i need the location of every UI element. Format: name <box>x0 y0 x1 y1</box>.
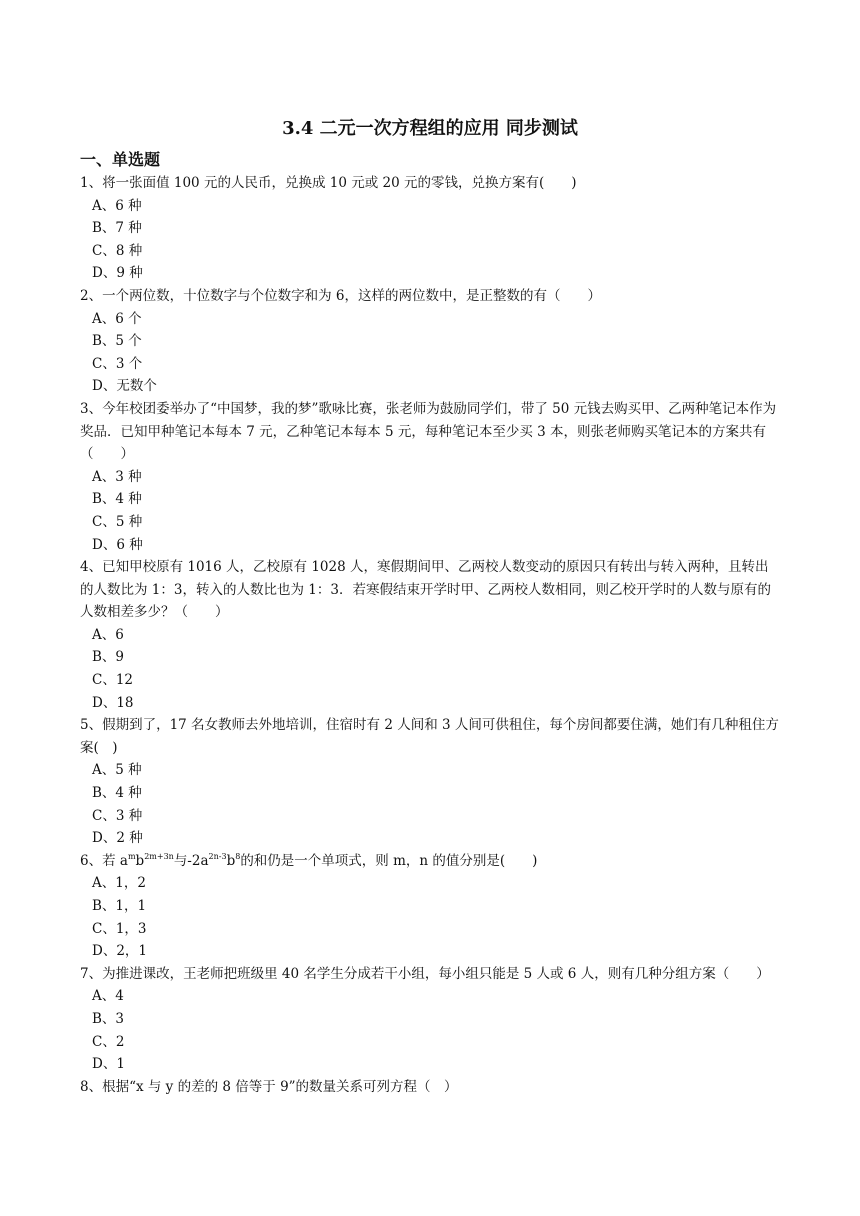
page-title: 3.4 二元一次方程组的应用 同步测试 <box>282 118 578 139</box>
option-list <box>80 759 780 849</box>
option-a: A、6 <box>92 626 124 643</box>
option-d: D、9 种 <box>92 265 143 282</box>
question-2 <box>80 285 780 398</box>
question-stem: 3、今年校团委举办了“中国梦，我的梦”歌咏比赛，张老师为鼓励同学们，带了 50 元钱去购买甲、乙两种笔记本作为奖品．已知甲种笔记本每本 7 元，乙种笔记本每本 5 元，每种笔记本至少买 3 本，则张老师购买笔记本的方案共有（ ） <box>80 400 777 463</box>
option-c: C、2 <box>92 1033 125 1050</box>
question-stem: 8、根据“x 与 y 的差的 8 倍等于 9”的数量关系可列方程（ ） <box>80 1078 458 1095</box>
question-6 <box>80 850 780 963</box>
question-8 <box>80 1076 780 1099</box>
option-list <box>80 624 780 714</box>
stem-text: b <box>135 852 145 869</box>
option-c: C、1，3 <box>92 920 147 937</box>
question-list <box>80 172 780 1098</box>
option-a: A、6 个 <box>92 310 142 327</box>
option-c: C、12 <box>92 672 134 689</box>
section-heading: 一、单选题 <box>80 150 161 169</box>
option-b: B、7 种 <box>92 220 142 237</box>
option-b: B、4 种 <box>92 785 142 802</box>
option-b: B、4 种 <box>92 491 142 508</box>
question-stem <box>80 850 780 873</box>
option-list <box>80 466 780 556</box>
stem-text: 的和仍是一个单项式，则 m，n 的值分别是( ) <box>240 852 538 869</box>
option-a: A、3 种 <box>92 468 142 485</box>
option-d: D、2 种 <box>92 830 143 847</box>
option-d: D、18 <box>92 694 134 711</box>
question-7 <box>80 963 780 1076</box>
option-b: B、3 <box>92 1010 125 1027</box>
exponent: m <box>127 851 136 861</box>
question-stem: 2、一个两位数，十位数字与个位数字和为 6，这样的两位数中，是正整数的有（ ） <box>80 287 601 304</box>
option-b: B、1，1 <box>92 898 147 914</box>
exponent: 2m+3n <box>144 851 174 861</box>
question-3 <box>80 398 780 556</box>
option-d: D、2，1 <box>92 943 148 960</box>
question-stem: 1、将一张面值 100 元的人民币，兑换成 10 元或 20 元的零钱，兑换方案有( ) <box>80 175 577 191</box>
option-list <box>80 985 780 1075</box>
option-list <box>80 872 780 962</box>
option-c: C、5 种 <box>92 513 143 530</box>
stem-text: 6、若 a <box>80 852 128 869</box>
stem-text: b <box>226 852 236 869</box>
option-a: A、5 种 <box>92 762 142 779</box>
question-1 <box>80 172 780 285</box>
exponent: 8 <box>235 851 241 861</box>
question-stem: 5、假期到了，17 名女教师去外地培训，住宿时有 2 人间和 3 人间可供租住，每个房间都要住满，她们有几种租住方案( ) <box>80 717 779 756</box>
option-a: A、1，2 <box>92 875 146 892</box>
exponent: 2n-3 <box>208 851 227 861</box>
option-list <box>80 308 780 398</box>
option-c: C、3 个 <box>92 355 143 372</box>
question-4 <box>80 556 780 714</box>
option-d: D、1 <box>92 1056 125 1073</box>
question-stem: 7、为推进课改，王老师把班级里 40 名学生分成若干小组，每小组只能是 5 人或 6 人，则有几种分组方案（ ） <box>80 965 770 982</box>
option-c: C、3 种 <box>92 807 143 824</box>
option-c: C、8 种 <box>92 242 143 259</box>
option-list <box>80 195 780 285</box>
option-d: D、无数个 <box>92 378 157 395</box>
option-a: A、4 <box>92 988 124 1005</box>
option-d: D、6 种 <box>92 536 143 553</box>
option-a: A、6 种 <box>92 197 142 214</box>
question-5 <box>80 714 780 850</box>
option-b: B、9 <box>92 649 125 666</box>
stem-text: 与-2a <box>173 852 209 869</box>
question-stem: 4、已知甲校原有 1016 人，乙校原有 1028 人，寒假期间甲、乙两校人数变动的原因只有转出与转入两种，且转出的人数比为 1：3，转入的人数比也为 1：3．若寒假结束开学时甲、乙两校人数相同，则乙校开学时的人数与原有的人数相差多少？（ ） <box>80 559 771 621</box>
option-b: B、5 个 <box>92 333 142 350</box>
